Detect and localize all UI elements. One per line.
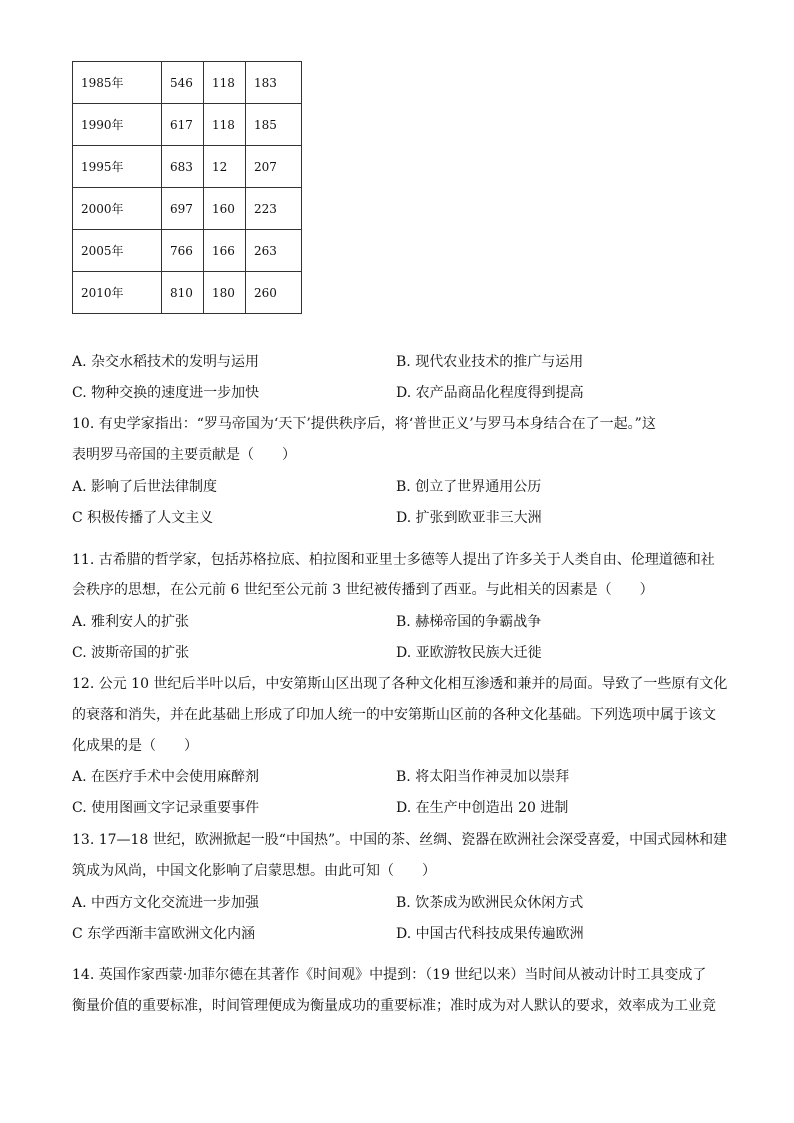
q9-option-d[interactable]: D. 农产品商品化程度得到提高 <box>396 385 584 401</box>
table-cell: 2005年 <box>73 230 162 272</box>
q13-stem-line: 13. 17—18 世纪，欧洲掀起一股“中国热”。中国的茶、丝绸、瓷器在欧洲社会深受喜爱，中国式园林和建 <box>72 832 728 848</box>
q9-option-b[interactable]: B. 现代农业技术的推广与运用 <box>396 354 584 370</box>
table-cell: 12 <box>204 146 246 188</box>
table-cell: 2010年 <box>73 272 162 314</box>
q10-stem-line: 10. 有史学家指出：“罗马帝国为‘天下’提供秩序后，将‘普世正义’与罗马本身结合在了一起。”这 <box>72 416 656 432</box>
table-row <box>73 188 302 230</box>
q13-option-d[interactable]: D. 中国古代科技成果传遍欧洲 <box>396 926 584 942</box>
table-cell: 160 <box>204 188 246 230</box>
table-cell: 617 <box>162 104 204 146</box>
table-row <box>73 104 302 146</box>
table-cell: 810 <box>162 272 204 314</box>
q13-option-a[interactable]: A. 中西方文化交流进一步加强 <box>72 895 260 911</box>
table-cell: 185 <box>246 104 302 146</box>
q9-option-a[interactable]: A. 杂交水稻技术的发明与运用 <box>72 354 260 370</box>
q12-option-c[interactable]: C. 使用图画文字记录重要事件 <box>72 800 260 816</box>
q11-option-b[interactable]: B. 赫梯帝国的争霸战争 <box>396 614 542 630</box>
table-cell: 166 <box>204 230 246 272</box>
table-cell: 183 <box>246 62 302 104</box>
q10-option-c[interactable]: C 积极传播了人文主义 <box>72 510 214 526</box>
table-row <box>73 62 302 104</box>
q11-option-d[interactable]: D. 亚欧游牧民族大迁徙 <box>396 645 542 661</box>
q12-stem-line: 的衰落和消失，并在此基础上形成了印加人统一的中安第斯山区前的各种文化基础。下列选项中属于该文 <box>72 707 716 723</box>
table-cell: 683 <box>162 146 204 188</box>
table-row <box>73 230 302 272</box>
q12-stem-line: 化成果的是（ ） <box>72 738 198 754</box>
q10-stem-line: 表明罗马帝国的主要贡献是（ ） <box>72 447 296 463</box>
table-cell: 260 <box>246 272 302 314</box>
q12-option-d[interactable]: D. 在生产中创造出 20 进制 <box>396 800 569 816</box>
table-cell: 697 <box>162 188 204 230</box>
table-cell: 1990年 <box>73 104 162 146</box>
table-cell: 2000年 <box>73 188 162 230</box>
q11-option-a[interactable]: A. 雅利安人的扩张 <box>72 614 190 630</box>
table-cell: 766 <box>162 230 204 272</box>
table-cell: 118 <box>204 104 246 146</box>
q12-stem-line: 12. 公元 10 世纪后半叶以后，中安第斯山区出现了各种文化相互渗透和兼并的局面。导致了一些原有文化 <box>72 676 728 692</box>
q12-option-b[interactable]: B. 将太阳当作神灵加以崇拜 <box>396 769 570 785</box>
q13-stem-line: 筑成为风尚，中国文化影响了启蒙思想。由此可知（ ） <box>72 863 436 879</box>
q11-stem-line: 11. 古希腊的哲学家，包括苏格拉底、柏拉图和亚里士多德等人提出了许多关于人类自由、伦理道德和社 <box>72 552 715 568</box>
q10-option-b[interactable]: B. 创立了世界通用公历 <box>396 479 542 495</box>
q13-option-c[interactable]: C 东学西渐丰富欧洲文化内涵 <box>72 926 256 942</box>
q13-option-b[interactable]: B. 饮茶成为欧洲民众休闲方式 <box>396 895 584 911</box>
table-cell: 118 <box>204 62 246 104</box>
table-cell: 546 <box>162 62 204 104</box>
q12-option-a[interactable]: A. 在医疗手术中会使用麻醉剂 <box>72 769 260 785</box>
q14-stem-line: 14. 英国作家西蒙·加菲尔德在其著作《时间观》中提到：（19 世纪以来）当时间从被动计时工具变成了 <box>72 967 707 983</box>
table-cell: 207 <box>246 146 302 188</box>
table-cell: 180 <box>204 272 246 314</box>
table-row <box>73 272 302 314</box>
q10-option-a[interactable]: A. 影响了后世法律制度 <box>72 479 218 495</box>
q14-stem-line: 衡量价值的重要标准，时间管理便成为衡量成功的重要标准；准时成为对人默认的要求，效率成为工业竞 <box>72 998 716 1014</box>
q9-option-c[interactable]: C. 物种交换的速度进一步加快 <box>72 385 260 401</box>
table-cell: 1985年 <box>73 62 162 104</box>
q11-stem-line: 会秩序的思想，在公元前 6 世纪至公元前 3 世纪被传播到了西亚。与此相关的因素是（ ） <box>72 582 654 598</box>
q11-option-c[interactable]: C. 波斯帝国的扩张 <box>72 645 190 661</box>
table-cell: 223 <box>246 188 302 230</box>
data-table <box>72 61 302 314</box>
q10-option-d[interactable]: D. 扩张到欧亚非三大洲 <box>396 510 542 526</box>
table-cell: 263 <box>246 230 302 272</box>
table-cell: 1995年 <box>73 146 162 188</box>
table-row <box>73 146 302 188</box>
